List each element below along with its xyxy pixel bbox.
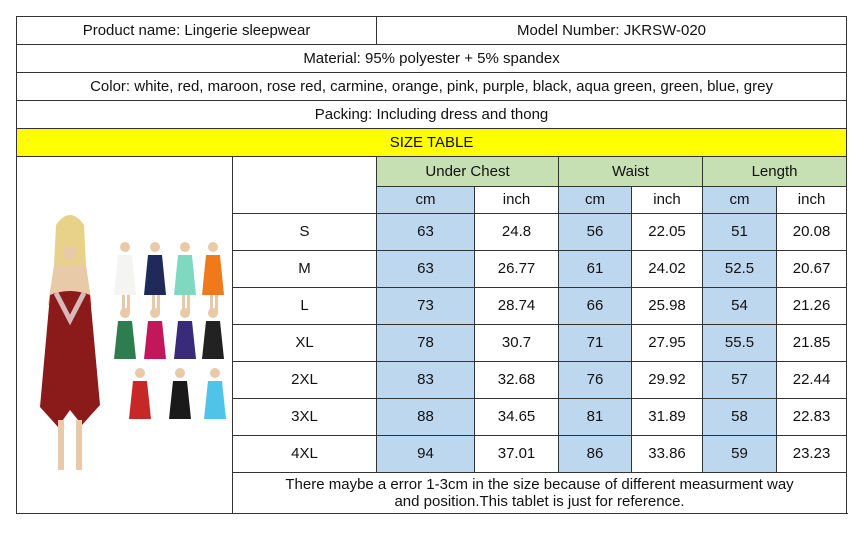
- value-cell: 83: [377, 362, 475, 399]
- value-cell: 71: [559, 325, 632, 362]
- value-cell: 57: [703, 362, 777, 399]
- value-cell: 81: [559, 399, 632, 436]
- group-length: Length: [703, 157, 847, 187]
- small-model-rose: [144, 308, 166, 359]
- size-table-title: SIZE TABLE: [17, 129, 847, 157]
- unit-waist-inch: inch: [632, 187, 703, 214]
- value-cell: 55.5: [703, 325, 777, 362]
- value-cell: 86: [559, 436, 632, 473]
- value-cell: 29.92: [632, 362, 703, 399]
- product-name: Product name: Lingerie sleepwear: [17, 17, 377, 45]
- group-under-chest: Under Chest: [377, 157, 559, 187]
- value-cell: 20.08: [777, 214, 847, 251]
- value-cell: 32.68: [475, 362, 559, 399]
- size-cell: XL: [233, 325, 377, 362]
- material: Material: 95% polyester + 5% spandex: [17, 45, 847, 73]
- value-cell: 27.95: [632, 325, 703, 362]
- value-cell: 26.77: [475, 251, 559, 288]
- value-cell: 22.44: [777, 362, 847, 399]
- value-cell: 51: [703, 214, 777, 251]
- size-cell: S: [233, 214, 377, 251]
- small-model-green: [114, 308, 136, 359]
- value-cell: 63: [377, 251, 475, 288]
- value-cell: 54: [703, 288, 777, 325]
- value-cell: 22.83: [777, 399, 847, 436]
- value-cell: 22.05: [632, 214, 703, 251]
- footer-note: There maybe a error 1-3cm in the size because of different measurment way and position.This tablet is just for reference.: [233, 473, 847, 514]
- value-cell: 37.01: [475, 436, 559, 473]
- size-sheet: [16, 16, 847, 514]
- value-cell: 20.67: [777, 251, 847, 288]
- small-model-navy: [144, 242, 166, 313]
- value-cell: 59: [703, 436, 777, 473]
- value-cell: 25.98: [632, 288, 703, 325]
- value-cell: 34.65: [475, 399, 559, 436]
- value-cell: 56: [559, 214, 632, 251]
- lingerie-models-image: [20, 175, 230, 495]
- value-cell: 66: [559, 288, 632, 325]
- unit-chest-cm: cm: [377, 187, 475, 214]
- empty-header-cell: [233, 157, 377, 214]
- small-model-purple: [174, 308, 196, 359]
- product-image: [17, 157, 233, 514]
- unit-length-cm: cm: [703, 187, 777, 214]
- value-cell: 73: [377, 288, 475, 325]
- color-list: Color: white, red, maroon, rose red, carmine, orange, pink, purple, black, aqua green, green, blue, grey: [17, 73, 847, 101]
- value-cell: 61: [559, 251, 632, 288]
- small-model-aqua: [174, 242, 196, 313]
- value-cell: 63: [377, 214, 475, 251]
- unit-length-inch: inch: [777, 187, 847, 214]
- unit-chest-inch: inch: [475, 187, 559, 214]
- main-model-figure: [40, 215, 100, 470]
- value-cell: 21.26: [777, 288, 847, 325]
- value-cell: 76: [559, 362, 632, 399]
- size-cell: 4XL: [233, 436, 377, 473]
- small-model-black-2: [169, 368, 191, 419]
- packing: Packing: Including dress and thong: [17, 101, 847, 129]
- value-cell: 24.8: [475, 214, 559, 251]
- value-cell: 24.02: [632, 251, 703, 288]
- value-cell: 58: [703, 399, 777, 436]
- size-cell: L: [233, 288, 377, 325]
- value-cell: 78: [377, 325, 475, 362]
- size-cell: M: [233, 251, 377, 288]
- small-model-black: [202, 308, 224, 359]
- size-cell: 2XL: [233, 362, 377, 399]
- small-model-orange: [202, 242, 224, 313]
- value-cell: 33.86: [632, 436, 703, 473]
- unit-waist-cm: cm: [559, 187, 632, 214]
- small-model-blue: [204, 368, 226, 419]
- value-cell: 88: [377, 399, 475, 436]
- model-number: Model Number: JKRSW-020: [377, 17, 847, 45]
- size-cell: 3XL: [233, 399, 377, 436]
- value-cell: 94: [377, 436, 475, 473]
- small-model-red: [129, 368, 151, 419]
- value-cell: 21.85: [777, 325, 847, 362]
- value-cell: 28.74: [475, 288, 559, 325]
- value-cell: 23.23: [777, 436, 847, 473]
- value-cell: 52.5: [703, 251, 777, 288]
- value-cell: 31.89: [632, 399, 703, 436]
- group-waist: Waist: [559, 157, 703, 187]
- value-cell: 30.7: [475, 325, 559, 362]
- small-model-white: [114, 242, 136, 313]
